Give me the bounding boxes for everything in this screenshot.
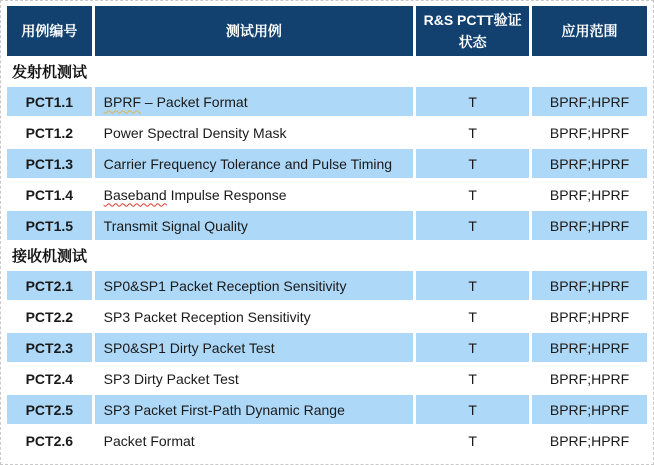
case-id-cell: PCT1.2 bbox=[7, 118, 92, 147]
case-name-cell: Transmit Signal Quality bbox=[95, 211, 414, 240]
case-name-cell: SP0&SP1 Dirty Packet Test bbox=[95, 333, 414, 362]
status-cell: T bbox=[416, 149, 529, 178]
scope-cell: BPRF;HPRF bbox=[532, 302, 647, 331]
section-title: 发射机测试 bbox=[7, 58, 647, 85]
status-cell: T bbox=[416, 302, 529, 331]
spellcheck-underline: Baseband bbox=[103, 186, 167, 203]
case-id-cell: PCT2.6 bbox=[7, 426, 92, 455]
column-header-4: 应用范围 bbox=[532, 6, 647, 56]
case-id-cell: PCT2.4 bbox=[7, 364, 92, 393]
scope-cell: BPRF;HPRF bbox=[532, 333, 647, 362]
case-name-cell: BPRF – Packet Format bbox=[95, 87, 414, 116]
status-cell: T bbox=[416, 271, 529, 300]
column-header-2: 测试用例 bbox=[95, 6, 414, 56]
scope-cell: BPRF;HPRF bbox=[532, 271, 647, 300]
table-body bbox=[7, 58, 647, 455]
table-header bbox=[7, 6, 647, 56]
table-row bbox=[7, 333, 647, 362]
scope-cell: BPRF;HPRF bbox=[532, 87, 647, 116]
scope-cell: BPRF;HPRF bbox=[532, 180, 647, 209]
column-header-1: 用例编号 bbox=[7, 6, 92, 56]
table-row bbox=[7, 180, 647, 209]
status-cell: T bbox=[416, 364, 529, 393]
scope-cell: BPRF;HPRF bbox=[532, 364, 647, 393]
table-row bbox=[7, 302, 647, 331]
status-cell: T bbox=[416, 211, 529, 240]
table-row bbox=[7, 395, 647, 424]
scope-cell: BPRF;HPRF bbox=[532, 395, 647, 424]
table-row bbox=[7, 87, 647, 116]
section-row bbox=[7, 58, 647, 85]
case-name-cell: Power Spectral Density Mask bbox=[95, 118, 414, 147]
section-row bbox=[7, 242, 647, 269]
table-row bbox=[7, 271, 647, 300]
scope-cell: BPRF;HPRF bbox=[532, 118, 647, 147]
scope-cell: BPRF;HPRF bbox=[532, 149, 647, 178]
case-name-cell: SP3 Packet First-Path Dynamic Range bbox=[95, 395, 414, 424]
status-cell: T bbox=[416, 180, 529, 209]
table-row bbox=[7, 211, 647, 240]
status-cell: T bbox=[416, 118, 529, 147]
case-name-cell: SP0&SP1 Packet Reception Sensitivity bbox=[95, 271, 414, 300]
scope-cell: BPRF;HPRF bbox=[532, 211, 647, 240]
case-id-cell: PCT1.1 bbox=[7, 87, 92, 116]
case-name-cell: Carrier Frequency Tolerance and Pulse Timing bbox=[95, 149, 414, 178]
case-id-cell: PCT2.5 bbox=[7, 395, 92, 424]
case-id-cell: PCT1.3 bbox=[7, 149, 92, 178]
table-row bbox=[7, 364, 647, 393]
case-name-cell: Packet Format bbox=[95, 426, 414, 455]
test-case-table bbox=[4, 4, 650, 457]
case-id-cell: PCT2.2 bbox=[7, 302, 92, 331]
table-row bbox=[7, 426, 647, 455]
status-cell: T bbox=[416, 426, 529, 455]
column-header-3: R&S PCTT验证状态 bbox=[416, 6, 529, 56]
case-id-cell: PCT2.3 bbox=[7, 333, 92, 362]
case-id-cell: PCT1.4 bbox=[7, 180, 92, 209]
case-id-cell: PCT2.1 bbox=[7, 271, 92, 300]
table-row bbox=[7, 118, 647, 147]
scope-cell: BPRF;HPRF bbox=[532, 426, 647, 455]
section-title: 接收机测试 bbox=[7, 242, 647, 269]
status-cell: T bbox=[416, 333, 529, 362]
table-row bbox=[7, 149, 647, 178]
case-name-cell: SP3 Packet Reception Sensitivity bbox=[95, 302, 414, 331]
spellcheck-underline: BPRF bbox=[103, 93, 141, 110]
status-cell: T bbox=[416, 395, 529, 424]
status-cell: T bbox=[416, 87, 529, 116]
case-name-cell: SP3 Dirty Packet Test bbox=[95, 364, 414, 393]
case-id-cell: PCT1.5 bbox=[7, 211, 92, 240]
case-name-cell: Baseband Impulse Response bbox=[95, 180, 414, 209]
